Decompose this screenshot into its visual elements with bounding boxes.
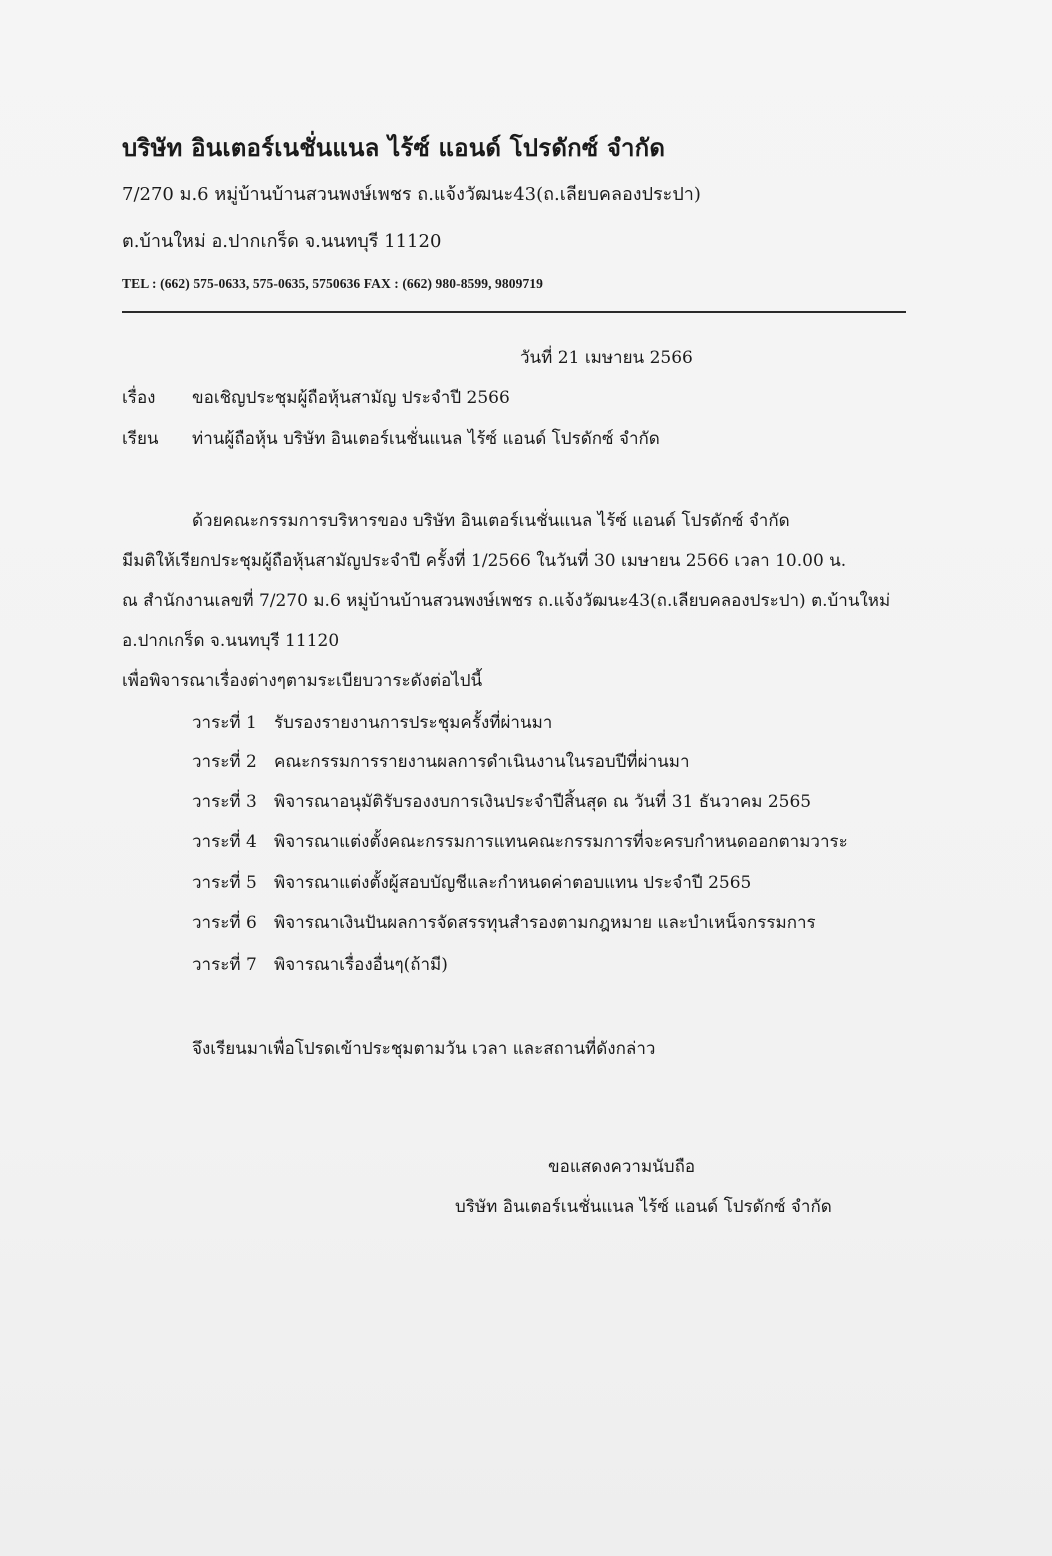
address-line-1: 7/270 ม.6 หมู่บ้านบ้านสวนพงษ์เพชร ถ.แจ้งวัฒนะ43(ถ.เลียบคลองประปา) — [122, 184, 701, 205]
subject-label: เรื่อง — [122, 388, 156, 408]
recipient-label: เรียน — [122, 429, 159, 449]
agenda-number: วาระที่ 1 — [192, 713, 257, 733]
address-line-2: ต.บ้านใหม่ อ.ปากเกร็ด จ.นนทบุรี 11120 — [122, 231, 442, 252]
contact-line: TEL : (662) 575-0633, 575-0635, 5750636 FAX : (662) 980-8599, 9809719 — [122, 276, 543, 291]
letterhead-divider — [122, 311, 906, 313]
agenda-item — [192, 711, 552, 735]
agenda-text: พิจารณาเงินปันผลการจัดสรรทุนสำรองตามกฎหมาย และบำเหน็จกรรมการ — [274, 913, 816, 933]
agenda-text: คณะกรรมการรายงานผลการดำเนินงานในรอบปีที่ผ่านมา — [274, 752, 690, 772]
body-line-1: ด้วยคณะกรรมการบริหารของ บริษัท อินเตอร์เนชั่นแนล ไร้ซ์ แอนด์ โปรดักซ์ จำกัด — [192, 511, 790, 531]
agenda-number: วาระที่ 7 — [192, 955, 257, 975]
body-line-2: มีมติให้เรียกประชุมผู้ถือหุ้นสามัญประจำปี ครั้งที่ 1/2566 ในวันที่ 30 เมษายน 2566 เวลา 10.00 น. — [122, 551, 847, 571]
body-line-3: ณ สำนักงานเลขที่ 7/270 ม.6 หมู่บ้านบ้านสวนพงษ์เพชร ถ.แจ้งวัฒนะ43(ถ.เลียบคลองประปา) ต.บ้านใหม่ — [122, 591, 891, 611]
agenda-item — [192, 790, 811, 814]
closing-line: จึงเรียนมาเพื่อโปรดเข้าประชุมตามวัน เวลา และสถานที่ดังกล่าว — [192, 1039, 656, 1059]
agenda-text: พิจารณาแต่งตั้งคณะกรรมการแทนคณะกรรมการที่จะครบกำหนดออกตามวาระ — [274, 832, 848, 852]
agenda-text: พิจารณาอนุมัติรับรองงบการเงินประจำปีสิ้นสุด ณ วันที่ 31 ธันวาคม 2565 — [274, 792, 812, 812]
agenda-number: วาระที่ 4 — [192, 832, 257, 852]
body-line-5: เพื่อพิจารณาเรื่องต่างๆตามระเบียบวาระดังต่อไปนี้ — [122, 671, 483, 691]
agenda-number: วาระที่ 6 — [192, 913, 257, 933]
letter-date: วันที่ 21 เมษายน 2566 — [520, 348, 693, 368]
agenda-text: พิจารณาเรื่องอื่นๆ(ถ้ามี) — [274, 955, 448, 975]
agenda-item — [192, 953, 448, 977]
recipient-line — [122, 427, 660, 451]
signoff-regards: ขอแสดงความนับถือ — [548, 1157, 696, 1177]
agenda-number: วาระที่ 5 — [192, 873, 257, 893]
agenda-number: วาระที่ 3 — [192, 792, 257, 812]
agenda-item — [192, 911, 816, 935]
agenda-text: รับรองรายงานการประชุมครั้งที่ผ่านมา — [274, 713, 553, 733]
subject-line — [122, 386, 510, 410]
company-name: บริษัท อินเตอร์เนชั่นแนล ไร้ซ์ แอนด์ โปรดักซ์ จำกัด — [122, 133, 666, 162]
agenda-text: พิจารณาแต่งตั้งผู้สอบบัญชีและกำหนดค่าตอบแทน ประจำปี 2565 — [274, 873, 752, 893]
agenda-item — [192, 750, 690, 774]
agenda-item — [192, 871, 751, 895]
body-line-4: อ.ปากเกร็ด จ.นนทบุรี 11120 — [122, 631, 340, 651]
agenda-item — [192, 830, 848, 854]
agenda-number: วาระที่ 2 — [192, 752, 257, 772]
recipient-text: ท่านผู้ถือหุ้น บริษัท อินเตอร์เนชั่นแนล ไร้ซ์ แอนด์ โปรดักซ์ จำกัด — [192, 429, 660, 449]
signoff-company: บริษัท อินเตอร์เนชั่นแนล ไร้ซ์ แอนด์ โปรดักซ์ จำกัด — [455, 1197, 832, 1217]
subject-text: ขอเชิญประชุมผู้ถือหุ้นสามัญ ประจำปี 2566 — [192, 388, 510, 408]
